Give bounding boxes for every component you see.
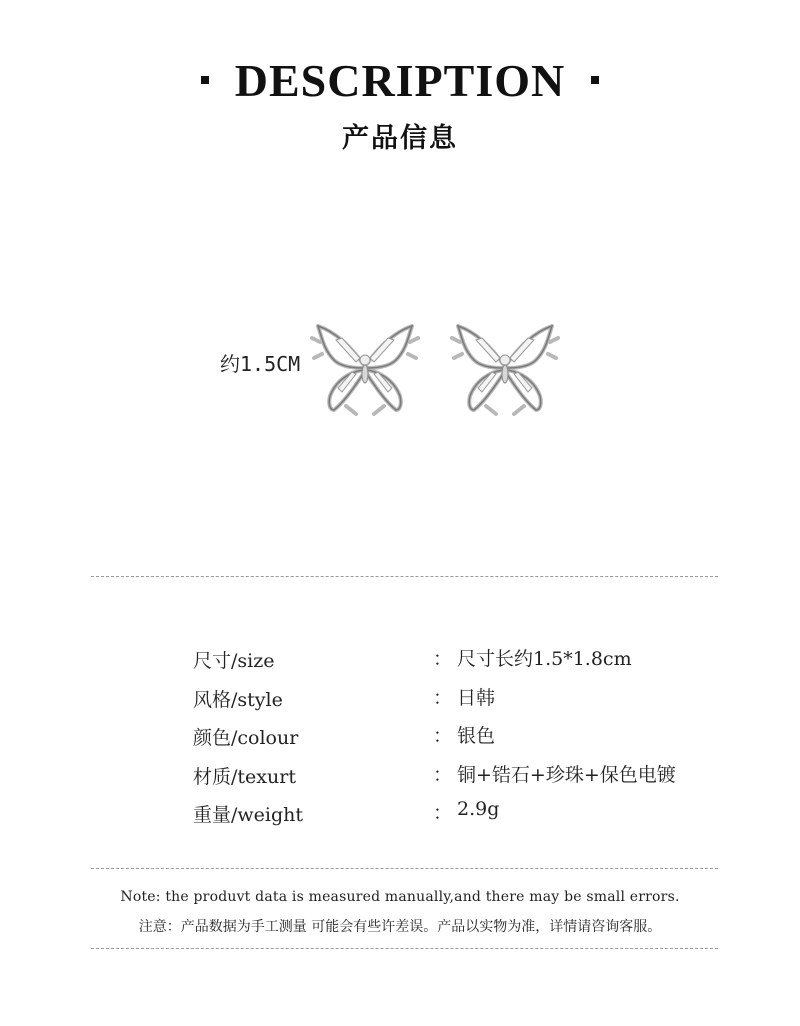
spec-label: 颜色/colour <box>193 727 299 749</box>
title-row <box>0 52 800 108</box>
butterfly-earring-icon <box>446 318 564 418</box>
spec-value: 铜+锆石+珍珠+保色电镀 <box>457 763 676 786</box>
spec-label: 尺寸/size <box>193 650 275 672</box>
spec-row-size <box>0 640 800 679</box>
divider-top <box>91 576 718 577</box>
spec-value: 日韩 <box>457 686 496 709</box>
page-title: DESCRIPTION <box>234 54 566 106</box>
butterfly-earring-icon <box>306 318 424 418</box>
spec-row-style <box>0 679 800 718</box>
page-subtitle: 产品信息 <box>342 123 458 154</box>
spec-label: 风格/style <box>193 688 283 711</box>
note-chinese: 注意：产品数据为手工测量 可能会有些许差误。产品以实物为准，详情请咨询客服。 <box>138 919 662 935</box>
spec-row-colour <box>0 717 800 756</box>
spec-label: 材质/texurt <box>193 765 296 788</box>
title-left-dot <box>201 76 209 84</box>
spec-colon: ： <box>433 686 453 709</box>
spec-table <box>0 640 800 833</box>
spec-row-weight <box>0 794 800 833</box>
divider-middle <box>91 868 718 869</box>
spec-colon: ： <box>433 763 453 786</box>
spec-value: 银色 <box>457 725 496 747</box>
spec-row-material <box>0 756 800 795</box>
divider-bottom <box>91 948 718 949</box>
spec-colon: ： <box>433 648 453 670</box>
spec-colon: ： <box>433 725 453 747</box>
spec-value: 2.9g <box>457 798 500 820</box>
product-size-label: 约1.5CM <box>220 352 301 376</box>
title-right-dot <box>591 76 599 84</box>
spec-colon: ： <box>433 802 453 824</box>
spec-value: 尺寸长约1.5*1.8cm <box>457 648 632 670</box>
note-english: Note: the produvt data is measured manually,and there may be small errors. <box>120 889 680 905</box>
spec-label: 重量/weight <box>193 804 304 826</box>
